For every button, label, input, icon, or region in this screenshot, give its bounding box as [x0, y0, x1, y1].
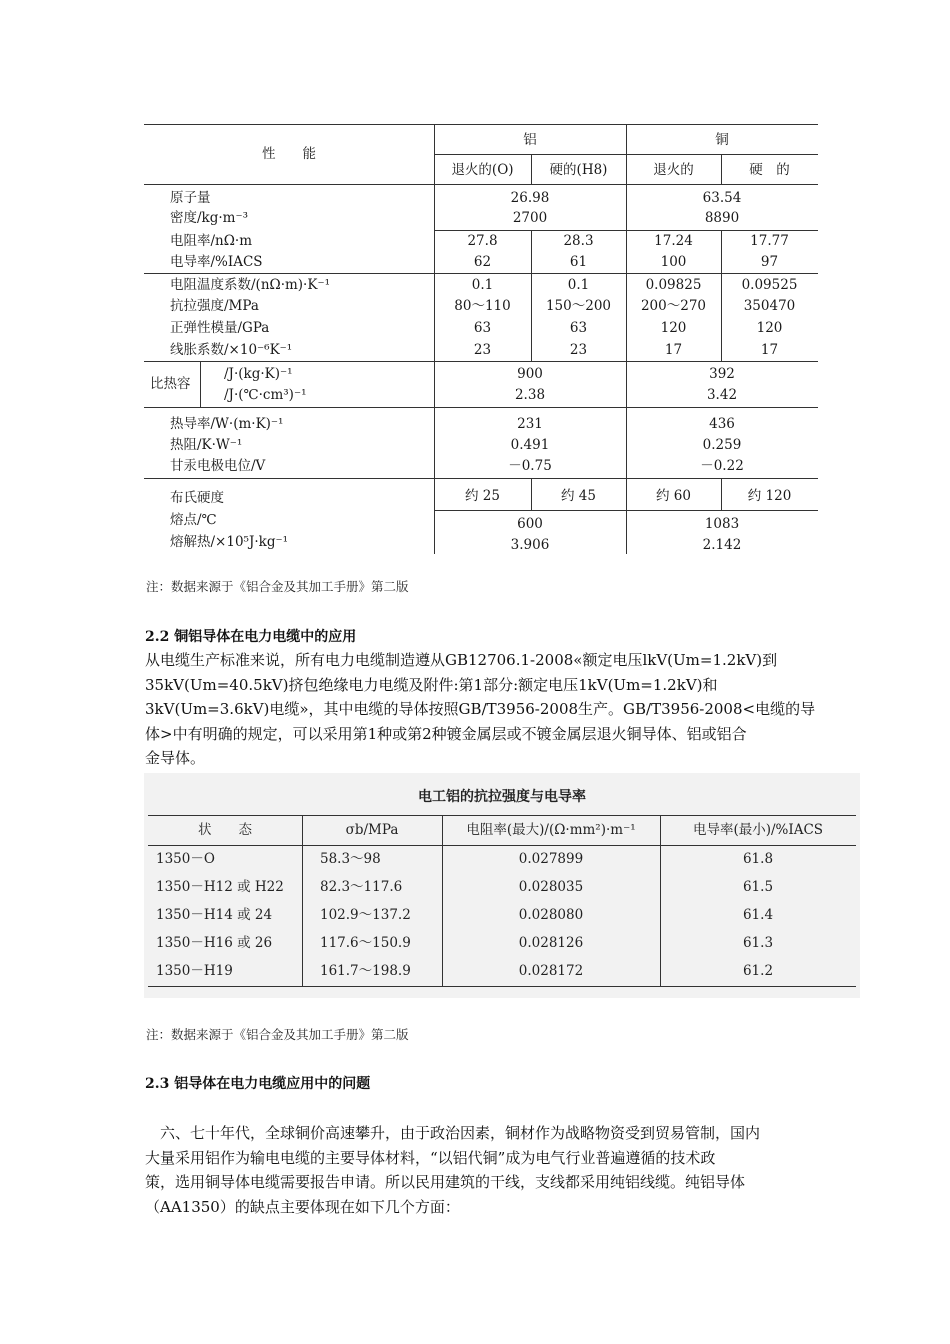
row-label: 热阻/K·W⁻¹ — [170, 437, 243, 453]
cell-cu: 8890 — [704, 210, 740, 226]
cell-al-h: 28.3 — [563, 233, 594, 249]
cell-al: 231 — [517, 416, 543, 432]
row-label: 熔点/℃ — [170, 512, 217, 528]
cell-al: 0.491 — [510, 437, 550, 453]
table-cell: 61.2 — [742, 963, 774, 979]
cell-cu-h: 17 — [760, 342, 779, 358]
section-heading: 2.2 铜铝导体在电力电缆中的应用 — [145, 629, 357, 645]
table-note: 注：数据来源于《铝合金及其加工手册》第二版 — [146, 579, 409, 594]
paragraph-line: 金导体。 — [145, 749, 206, 767]
section-paragraph — [145, 648, 825, 771]
section-heading: 2.3 铝导体在电力电缆应用中的问题 — [145, 1076, 371, 1092]
paragraph-line: 六、七十年代，全球铜价高速攀升，由于政治因素，铜材作为战略物资受到贸易管制，国内 — [145, 1124, 761, 1142]
cell-cu-h: 17.77 — [750, 233, 789, 249]
cell-al: 3.906 — [510, 537, 550, 553]
row-label: 热导率/W·(m·K)⁻¹ — [170, 416, 284, 432]
cell-cu: 63.54 — [702, 190, 742, 206]
cell-cu: 2.142 — [702, 537, 742, 553]
row-label: 密度/kg·m⁻³ — [170, 210, 249, 226]
row-label: 甘汞电极电位/V — [170, 458, 266, 474]
header-copper: 铜 — [715, 132, 729, 148]
row-label: 正弹性模量/GPa — [170, 320, 270, 336]
cell-cu-o: 约 60 — [656, 488, 691, 504]
row-label: 电导率/%IACS — [170, 254, 263, 270]
paragraph-line: 策，选用铜导体电缆需要报告申请。所以民用建筑的干线，支线都采用纯铝线缆。纯铝导体 — [145, 1173, 746, 1191]
col-header-state: 状 态 — [198, 822, 252, 838]
header-al-hard: 硬的(H8) — [549, 162, 608, 178]
cell-cu-o: 0.09825 — [645, 277, 702, 293]
cell-cu: －0.22 — [700, 458, 744, 474]
section-paragraph — [145, 1121, 835, 1219]
group-label-specific-heat: 比热容 — [150, 376, 191, 392]
paragraph-line: （AA1350）的缺点主要体现在如下几个方面： — [145, 1197, 460, 1216]
table-cell: 102.9～137.2 — [320, 907, 411, 923]
cell-al-h: 约 45 — [561, 488, 596, 504]
cell-cu-o: 17 — [664, 342, 683, 358]
paragraph-line: 大量采用铝作为输电电缆的主要导体材料，“以铝代铜”成为电气行业普遍遵循的技术政 — [145, 1148, 716, 1167]
table-cell: 0.027899 — [518, 851, 584, 867]
table-note: 注：数据来源于《铝合金及其加工手册》第二版 — [146, 1027, 409, 1042]
properties-table — [144, 124, 818, 554]
cell-al-o: 63 — [473, 320, 492, 336]
cell-cu-o: 100 — [660, 254, 687, 270]
table-cell: 1350－H19 — [156, 963, 233, 979]
cell-al-o: 62 — [473, 254, 492, 270]
table-cell: 1350－H12 或 H22 — [156, 879, 284, 895]
cell-al: 26.98 — [510, 190, 550, 206]
row-label: 熔解热/×10⁵J·kg⁻¹ — [170, 534, 289, 550]
cell-al-o: 23 — [473, 342, 492, 358]
table-cell: 61.3 — [742, 935, 774, 951]
cell-al: －0.75 — [508, 458, 552, 474]
header-property: 性 能 — [262, 146, 316, 162]
cell-al-o: 80～110 — [454, 298, 511, 314]
header-cu-hard: 硬 的 — [749, 162, 790, 178]
header-aluminum: 铝 — [523, 132, 537, 148]
row-label: 布氏硬度 — [170, 490, 224, 506]
paragraph-line: 体>中有明确的规定，可以采用第1种或第2种镀金属层或不镀金属层退火铜导体、铝或铝合 — [145, 724, 747, 743]
row-label: 抗拉强度/MPa — [170, 298, 259, 314]
cell-al-h: 63 — [569, 320, 588, 336]
row-label: /J·(℃·cm³)⁻¹ — [224, 387, 307, 403]
table-cell: 0.028126 — [518, 935, 584, 951]
header-cu-annealed: 退火的 — [653, 162, 694, 178]
table-cell: 1350－H16 或 26 — [156, 935, 273, 951]
header-al-annealed: 退火的(O) — [451, 162, 514, 178]
table-title: 电工铝的抗拉强度与电导率 — [418, 789, 586, 805]
cell-cu-o: 17.24 — [654, 233, 693, 249]
cell-cu-o: 120 — [660, 320, 687, 336]
row-label: 电阻温度系数/(nΩ·m)·K⁻¹ — [170, 277, 330, 293]
table-cell: 0.028172 — [518, 963, 584, 979]
cell-cu: 392 — [709, 366, 735, 382]
cell-cu-h: 0.09525 — [741, 277, 798, 293]
table-cell: 117.6～150.9 — [320, 935, 411, 951]
cell-cu: 1083 — [704, 516, 740, 532]
cell-cu-h: 97 — [760, 254, 779, 270]
cell-al-o: 约 25 — [465, 488, 500, 504]
cell-al: 600 — [517, 516, 543, 532]
cell-cu-h: 350470 — [743, 298, 796, 314]
table-cell: 61.8 — [742, 851, 774, 867]
cell-cu-h: 约 120 — [747, 488, 792, 504]
table-cell: 58.3～98 — [320, 851, 381, 867]
row-label: 电阻率/nΩ·m — [170, 233, 253, 249]
cell-al-o: 0.1 — [471, 277, 494, 293]
table-cell: 161.7～198.9 — [320, 963, 411, 979]
cell-al: 2.38 — [514, 387, 546, 403]
cell-al-o: 27.8 — [467, 233, 498, 249]
cell-cu: 436 — [709, 416, 735, 432]
col-header-conductivity: 电导率(最小)/%IACS — [692, 822, 824, 838]
paragraph-line: 从电缆生产标准来说，所有电力电缆制造遵从GB12706.1-2008«额定电压lkV(Um=1.2kV)到 — [145, 651, 778, 669]
paragraph-line: 35kV(Um=40.5kV)挤包绝缘电力电缆及附件:第1部分:额定电压1kV(Um=1.2kV)和 — [145, 675, 718, 694]
table-cell: 61.5 — [742, 879, 774, 895]
table-cell: 0.028035 — [518, 879, 584, 895]
cell-cu-o: 200～270 — [640, 298, 707, 314]
table-cell: 1350－O — [156, 851, 215, 867]
cell-al: 2700 — [512, 210, 548, 226]
cell-al-h: 61 — [569, 254, 588, 270]
table-cell: 0.028080 — [518, 907, 584, 923]
cell-cu: 0.259 — [702, 437, 742, 453]
col-header-resistivity: 电阻率(最大)/(Ω·mm²)·m⁻¹ — [466, 822, 636, 838]
cell-al: 900 — [517, 366, 543, 382]
table-cell: 82.3～117.6 — [320, 879, 403, 895]
table-cell: 61.4 — [742, 907, 774, 923]
col-header-strength: σb/MPa — [345, 822, 399, 838]
table-cell: 1350－H14 或 24 — [156, 907, 273, 923]
paragraph-line: 3kV(Um=3.6kV)电缆»，其中电缆的导体按照GB/T3956-2008生产。GB/T3956-2008<电缆的导 — [145, 700, 816, 718]
cell-al-h: 23 — [569, 342, 588, 358]
cell-al-h: 150～200 — [545, 298, 612, 314]
row-label: 线胀系数/×10⁻⁶K⁻¹ — [170, 342, 293, 358]
cell-al-h: 0.1 — [567, 277, 590, 293]
row-label: 原子量 — [170, 190, 211, 206]
row-label: /J·(kg·K)⁻¹ — [224, 366, 293, 382]
cell-cu: 3.42 — [706, 387, 738, 403]
aluminum-strength-table — [144, 773, 860, 998]
cell-cu-h: 120 — [756, 320, 783, 336]
